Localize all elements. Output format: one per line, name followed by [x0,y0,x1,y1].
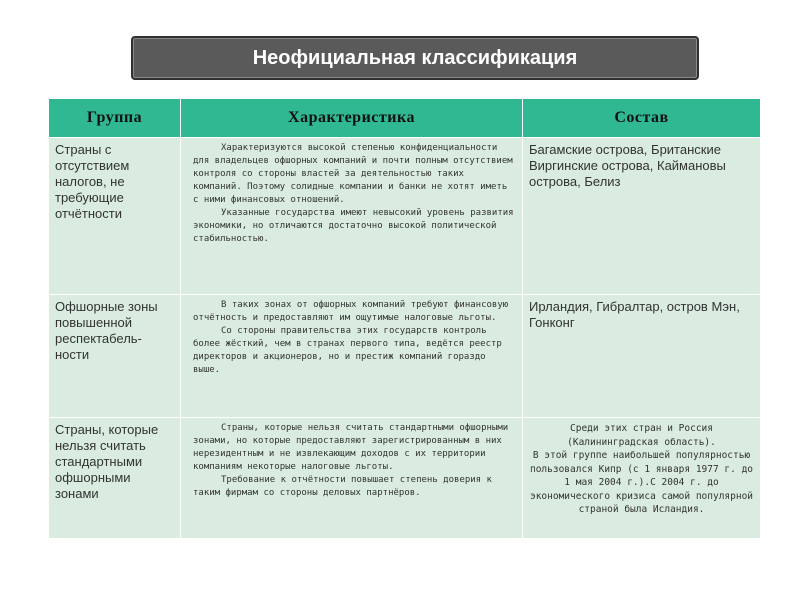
table-header-row [49,99,761,138]
characteristic-cell [181,138,523,295]
composition-line: Среди этих стран и Россия (Калининградская область). [567,423,716,448]
characteristic-paragraph: Страны, которые нельзя считать стандартными офшорными зонами, но которые предоставляют зарегистрированным в них нерезидентным и не извлекающим доходов с их территории компаниям некоторые налоговые льготы. [193,423,509,472]
composition-cell [523,138,761,295]
composition-cell [523,418,761,539]
table-row [49,295,761,418]
composition-text: Багамские острова, Британские Виргинские острова, Каймановы острова, Белиз [529,142,726,189]
group-label: Офшорные зоны повышенной респектабель- ности [55,299,158,362]
composition-line: В этой группе наибольшей популярностью пользовался Кипр (с 1 января 1977 г. до 1 мая 2004 г.).С 2004 г. до экономического кризиса самой популярной страной была Исландия. [529,450,754,515]
characteristic-paragraph: Характеризуются высокой степенью конфиденциальности для владельцев офшорных компаний и почти полным отсутствием контроля со стороны властей за деятельностью таких компаний. Поэтому солидные компании и банки не хотят иметь с ними финансовых отношений. [193,143,513,205]
composition-text [529,422,754,517]
characteristic-paragraph: Требование к отчётности повышает степень доверия к таким фирмам со стороны деловых партнёров. [193,475,492,498]
group-label: Страны с отсутствием налогов, не требующие отчётности [55,142,130,221]
group-cell [49,295,181,418]
group-label: Страны, которые нельзя считать стандартными офшорными зонами [55,422,159,501]
header-characteristic: Характеристика [181,99,523,138]
slide-title-text: Неофициальная классификация [252,46,578,69]
characteristic-text [187,299,516,377]
table-row [49,138,761,295]
characteristic-text [187,422,516,500]
slide-title [131,36,699,80]
header-composition: Состав [523,99,761,138]
classification-table [48,98,761,539]
characteristic-cell [181,418,523,539]
characteristic-cell [181,295,523,418]
group-cell [49,138,181,295]
characteristic-text [187,142,516,246]
header-group: Группа [49,99,181,138]
composition-cell [523,295,761,418]
characteristic-paragraph: Со стороны правительства этих государств контроль более жёсткий, чем в странах первого типа, ведётся реестр директоров и акционеров, но и престиж компаний гораздо выше. [193,326,502,375]
group-cell [49,418,181,539]
characteristic-paragraph: В таких зонах от офшорных компаний требуют финансовую отчётность и предоставляют им ощутимые налоговые льготы. [193,300,509,323]
table-row [49,418,761,539]
characteristic-paragraph: Указанные государства имеют невысокий уровень развития экономики, но отличаются достаточно высокой политической стабильностью. [193,208,514,244]
composition-text: Ирландия, Гибралтар, остров Мэн, Гонконг [529,299,740,330]
